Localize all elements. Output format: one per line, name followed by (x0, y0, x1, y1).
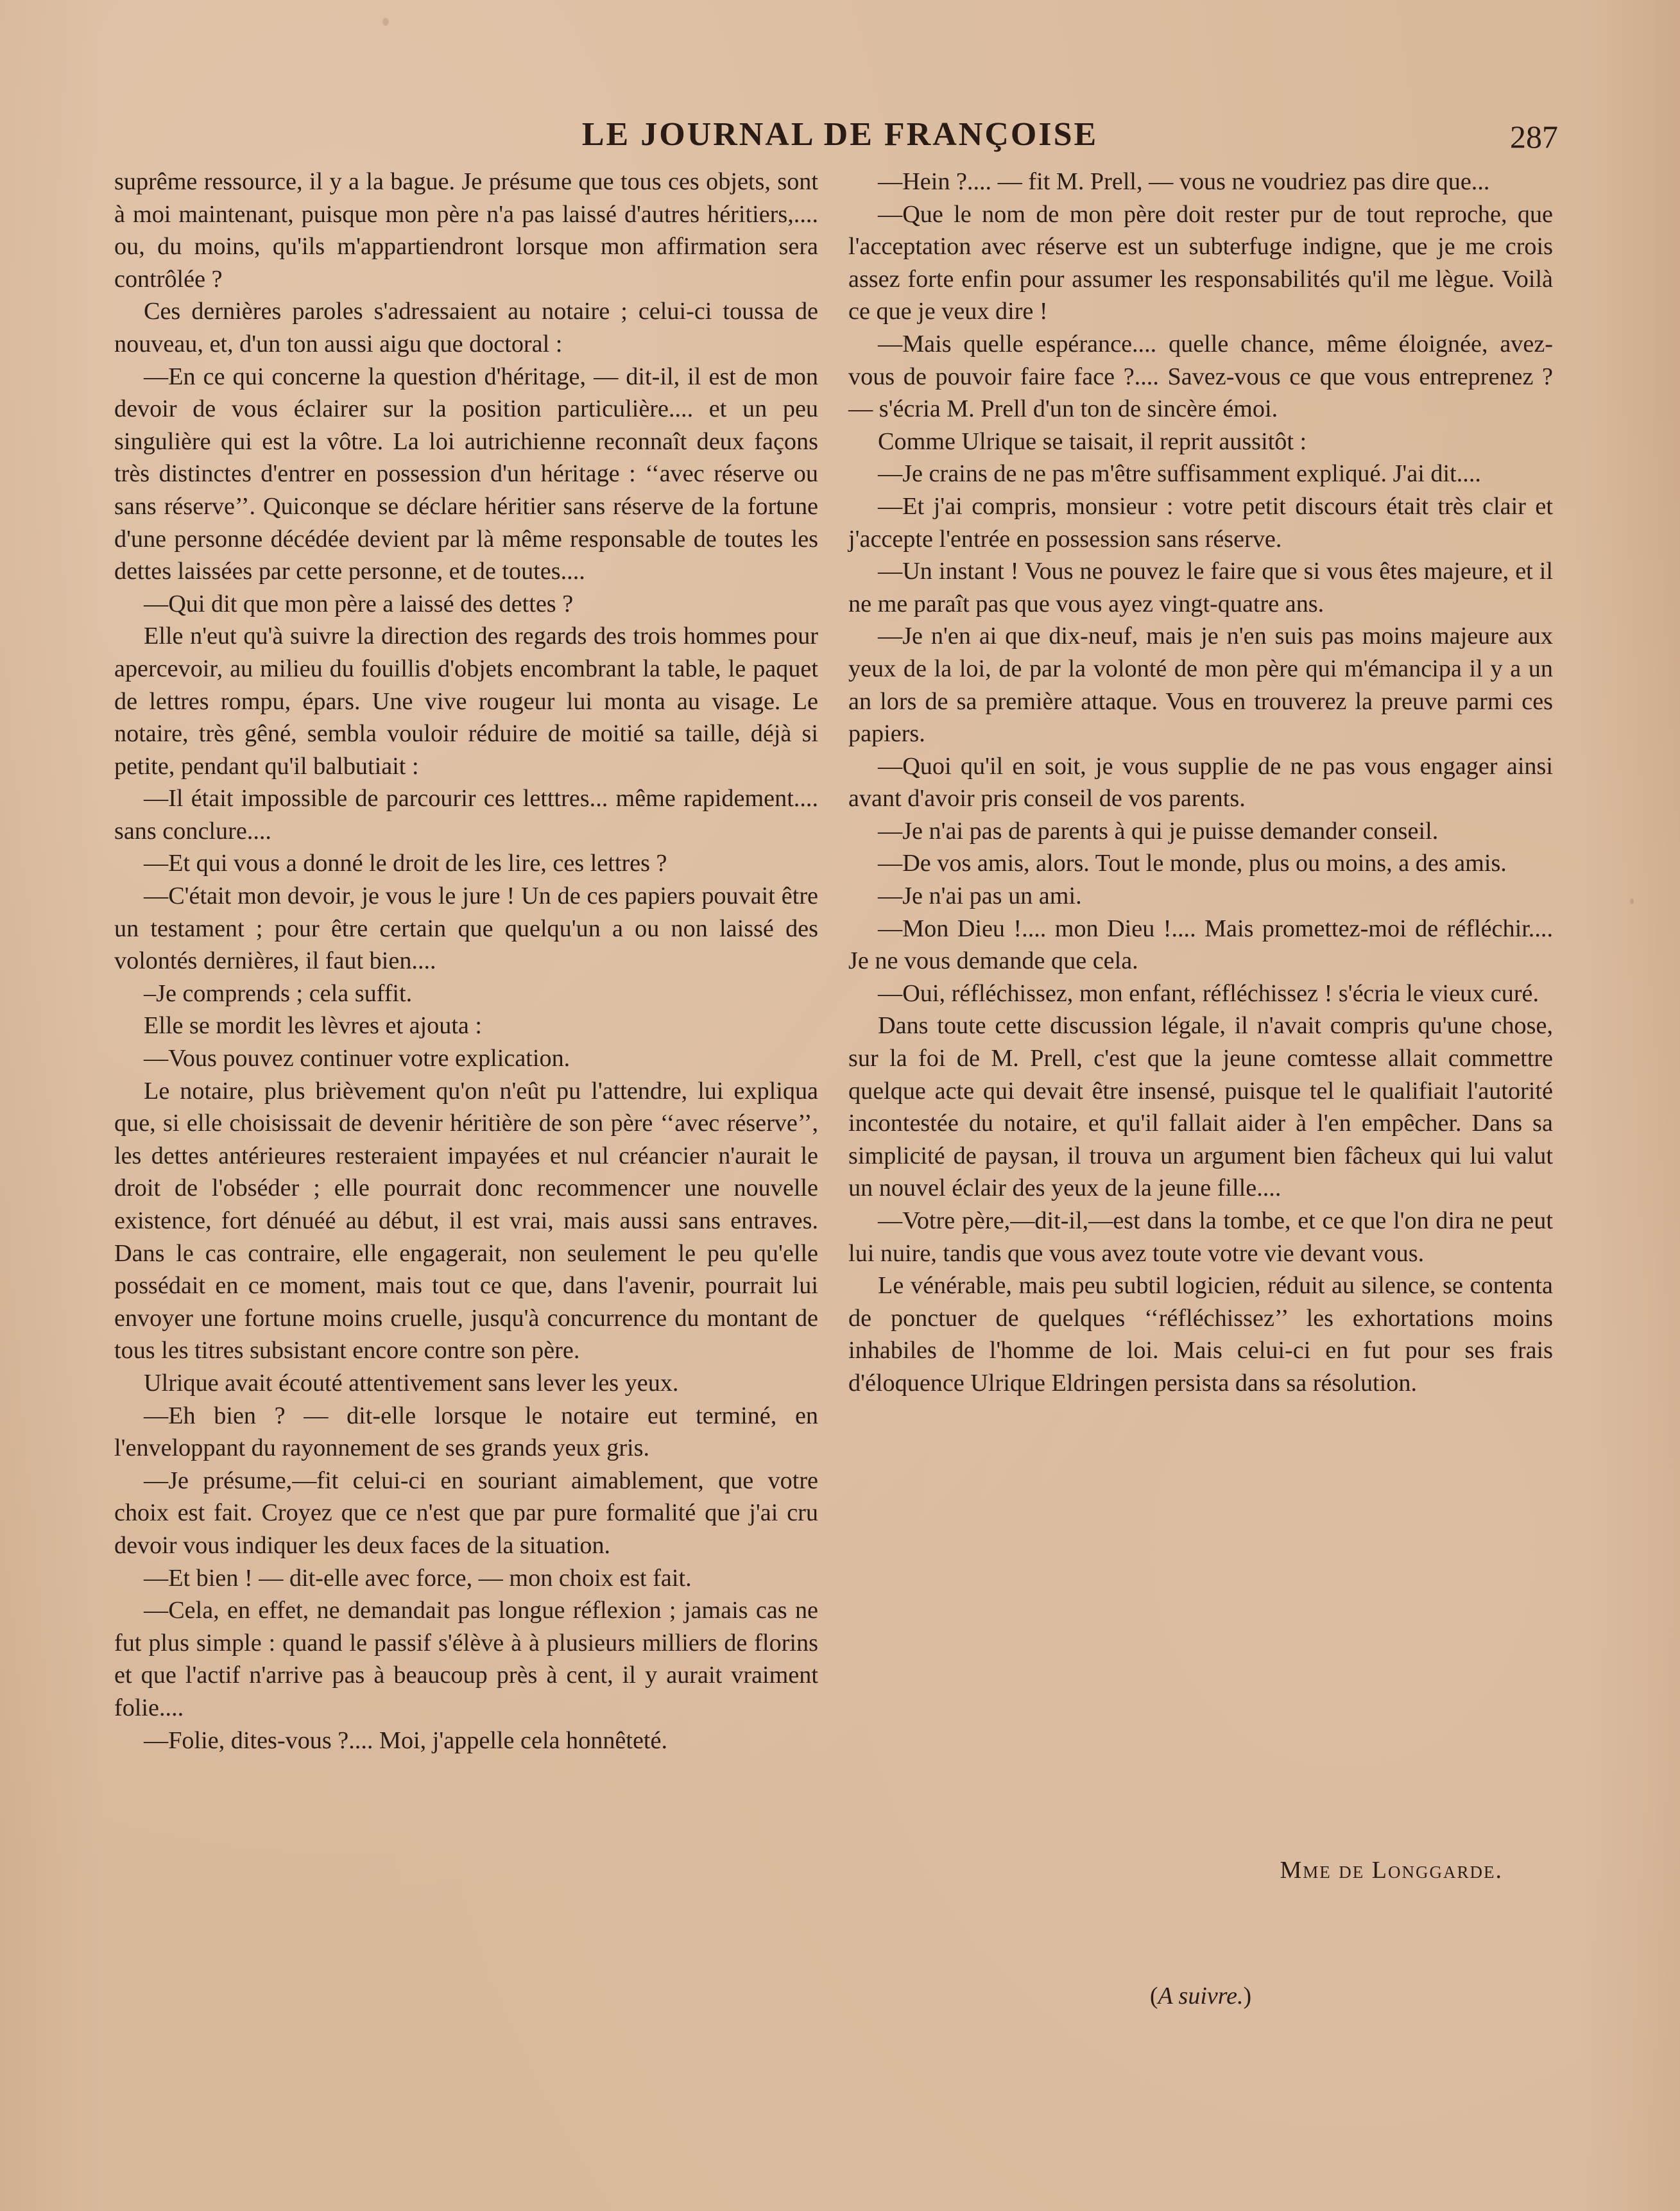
left-column (114, 166, 818, 1757)
paragraph: —Et bien ! — dit-elle avec force, — mon choix est fait. (144, 1564, 692, 1592)
paragraph: Elle se mordit les lèvres et ajouta : (144, 1012, 483, 1040)
close-paren: ) (1243, 1983, 1252, 2009)
paragraph: Comme Ulrique se taisait, il reprit aussitôt : (878, 427, 1307, 455)
paragraph: —Folie, dites-vous ?.... Moi, j'appelle cela honnêteté. (144, 1726, 668, 1754)
paragraph: —Mais quelle espérance.... quelle chance, même éloignée, avez-vous de pouvoir faire face ?.... Savez-vous ce que vous entreprenez ? — s'écria M. Prell d'un ton de sincère émoi. (848, 330, 1553, 423)
paragraph: Ulrique avait écouté attentivement sans lever les yeux. (144, 1369, 679, 1397)
paragraph: —Mon Dieu !.... mon Dieu !.... Mais promettez-moi de réfléchir.... Je ne vous demande que cela. (848, 915, 1553, 975)
paragraph: suprême ressource, il y a la bague. Je présume que tous ces objets, sont à moi maintenant, puisque mon père n'a pas laissé d'autres héritiers,.... ou, du moins, qu'ils m'appartiendront lorsque mon affirmation sera contrôlée ? (114, 168, 818, 293)
paragraph: —Que le nom de mon père doit rester pur de tout reproche, que l'acceptation avec réserve est un subterfuge indigne, que je me crois assez forte enfin pour assumer les responsabilités qu'il me lègue. Voilà ce que je veux dire ! (848, 200, 1553, 325)
open-paren: ( (1149, 1983, 1158, 2009)
paragraph: Dans toute cette discussion légale, il n'avait compris qu'une chose, sur la foi de M. Prell, c'est que la jeune comtesse allait commettre quelque acte qui devait être insensé, puisque tel le qualifiait l'autorité incontestée du notaire, et qu'il fallait aider à l'en empêcher. Dans sa simplicité de paysan, il trouva un argument bien fâcheux qui lui valut un nouvel éclair des yeux de la jeune fille.... (848, 1012, 1553, 1202)
paragraph: —Votre père,—dit-il,—est dans la tombe, et ce que l'on dira ne peut lui nuire, tandis que vous avez toute votre vie devant vous. (848, 1207, 1553, 1267)
paragraph: —Cela, en effet, ne demandait pas longue réflexion ; jamais cas ne fut plus simple : quand le passif s'élève à à plusieurs milliers de florins et que l'actif n'arrive pas à beaucoup près à cent, il y aurait vraiment folie.... (114, 1597, 818, 1721)
paragraph: —Je crains de ne pas m'être suffisamment expliqué. J'ai dit.... (878, 460, 1481, 488)
paragraph: —Hein ?.... — fit M. Prell, — vous ne voudriez pas dire que... (878, 168, 1490, 195)
paragraph: —En ce qui concerne la question d'héritage, — dit-il, il est de mon devoir de vous éclairer sur la position particulière.... et un peu singulière qui est la vôtre. La loi autrichienne reconnaît deux façons très distinctes d'entrer en possession d'un héritage : ‘‘avec réserve ou sans réserve’’. Quiconque se déclare héritier sans réserve de la fortune d'une personne décédée devient par là même responsable de toutes les dettes laissées par cette personne, et de toutes.... (114, 363, 818, 585)
paragraph: —Je n'en ai que dix-neuf, mais je n'en suis pas moins majeure aux yeux de la loi, de par la volonté de mon père qui m'émancipa il y a un an lors de sa première attaque. Vous en trouverez la preuve parmi ces papiers. (848, 623, 1553, 748)
right-column (848, 166, 1553, 1400)
paragraph: —Qui dit que mon père a laissé des dettes ? (144, 590, 574, 617)
paragraph: —Je présume,—fit celui-ci en souriant aimablement, que votre choix est fait. Croyez que ce n'est que par pure formalité que j'ai cru devoir vous indiquer les deux faces de la situation. (114, 1467, 818, 1559)
paragraph: —C'était mon devoir, je vous le jure ! Un de ces papiers pouvait être un testament ; pour être certain que quelqu'un a ou non laissé des volontés dernières, il faut bien.... (114, 882, 818, 975)
paragraph: —De vos amis, alors. Tout le monde, plus ou moins, a des amis. (878, 850, 1507, 877)
journal-title: LE JOURNAL DE FRANÇOISE (581, 116, 1099, 153)
paragraph: Elle n'eut qu'à suivre la direction des regards des trois hommes pour apercevoir, au milieu du fouillis d'objets encombrant la table, le paquet de lettres rompu, épars. Une vive rougeur lui monta au visage. Le notaire, très gêné, sembla vouloir réduire de moitié sa taille, déjà si petite, pendant qu'il balbutiait : (114, 623, 818, 780)
author-signature: Mme de Longgarde. (1280, 1857, 1503, 1884)
paragraph: —Vous pouvez continuer votre explication. (144, 1045, 570, 1072)
paragraph: —Je n'ai pas de parents à qui je puisse demander conseil. (878, 817, 1439, 845)
paragraph: —Je n'ai pas un ami. (878, 882, 1082, 910)
to-be-continued-text: A suivre. (1158, 1983, 1244, 2009)
running-head (0, 116, 1680, 160)
paragraph: —Eh bien ? — dit-elle lorsque le notaire eut terminé, en l'enveloppant du rayonnement de ses grands yeux gris. (114, 1402, 818, 1462)
to-be-continued-note (848, 1982, 1553, 2010)
paragraph: —Et j'ai compris, monsieur : votre petit discours était très clair et j'accepte l'entrée en possession sans réserve. (848, 492, 1553, 553)
page-number: 287 (1510, 119, 1558, 155)
paragraph: —Un instant ! Vous ne pouvez le faire que si vous êtes majeure, et il ne me paraît pas que vous ayez vingt-quatre ans. (848, 558, 1553, 617)
paragraph: Ces dernières paroles s'adressaient au notaire ; celui-ci toussa de nouveau, et, d'un ton aussi aigu que doctoral : (114, 298, 818, 357)
paragraph: —Oui, réfléchissez, mon enfant, réfléchissez ! s'écria le vieux curé. (878, 979, 1539, 1007)
paragraph: —Quoi qu'il en soit, je vous supplie de ne pas vous engager ainsi avant d'avoir pris conseil de vos parents. (848, 752, 1553, 813)
paragraph: –Je comprends ; cela suffit. (144, 979, 413, 1007)
paragraph: Le notaire, plus brièvement qu'on n'eût pu l'attendre, lui expliqua que, si elle choisissait de devenir héritière de son père ‘‘avec réserve’’, les dettes antérieures resteraient impayées et nul créancier n'aurait le droit de l'obséder ; elle pourrait donc recommencer une nouvelle existence, fort dénuéé au début, il est vrai, mais aussi sans entraves. Dans le cas contraire, elle engagerait, non seulement le peu qu'elle possédait en ce moment, mais tout ce que, dans l'avenir, pourrait lui envoyer une fortune moins cruelle, jusqu'à concurrence du montant de tous les titres subsistant encore contre son père. (114, 1077, 818, 1364)
paragraph: Le vénérable, mais peu subtil logicien, réduit au silence, se contenta de ponctuer de quelques ‘‘réfléchissez’’ les exhortations moins inhabiles de l'homme de loi. Mais celui-ci en fut pour ses frais d'éloquence Ulrique Eldringen persista dans sa résolution. (848, 1272, 1553, 1397)
paragraph: —Il était impossible de parcourir ces letttres... même rapidement.... sans conclure.... (114, 785, 818, 845)
paragraph: —Et qui vous a donné le droit de les lire, ces lettres ? (144, 850, 667, 877)
